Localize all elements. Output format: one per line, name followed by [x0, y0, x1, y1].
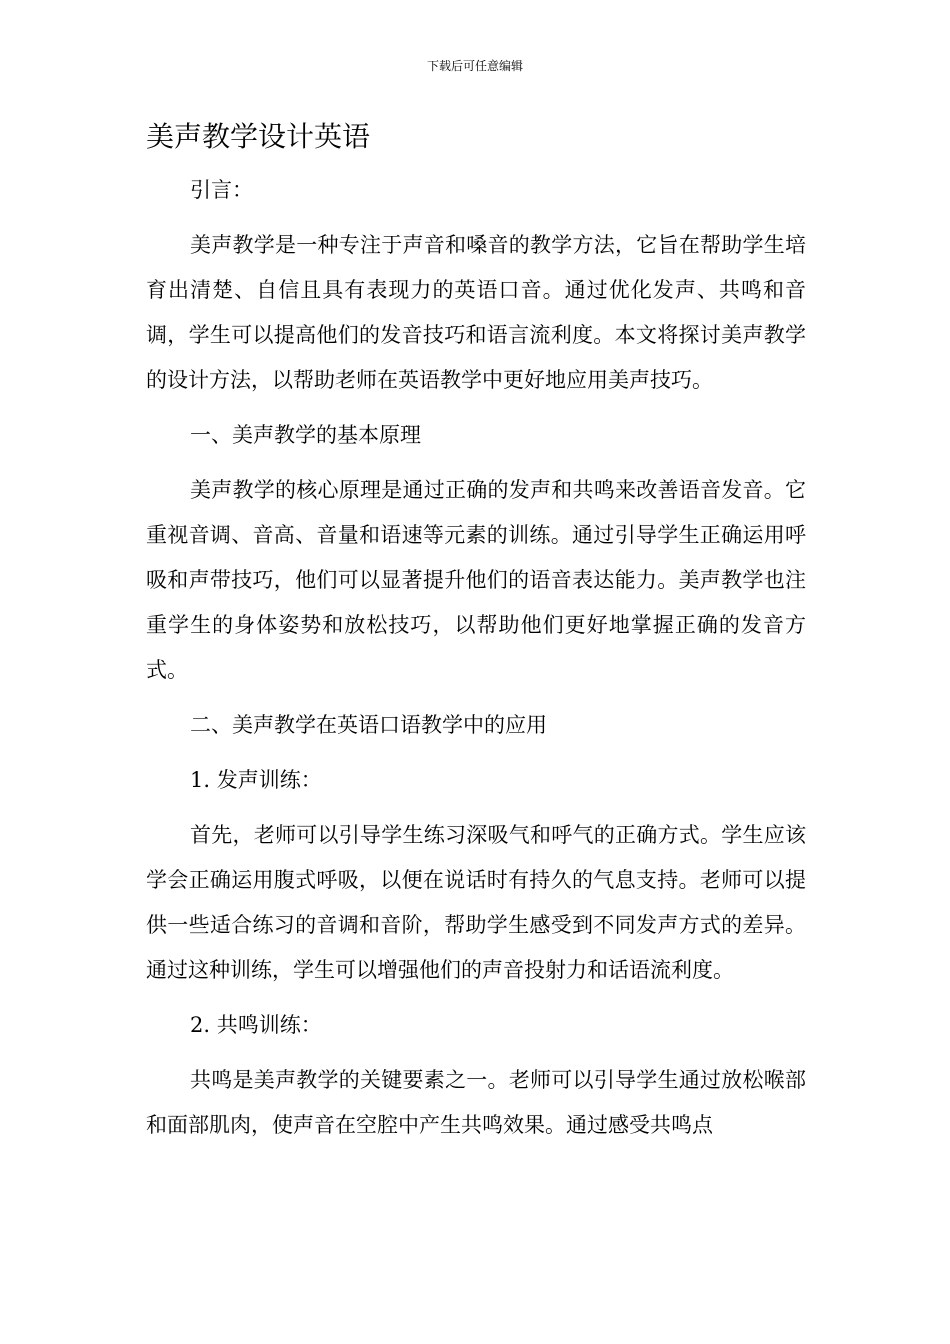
- paragraph-intro: 美声教学是一种专注于声音和嗓音的教学方法，它旨在帮助学生培育出清楚、自信且具有表现力的英语口音。通过优化发声、共鸣和音调，学生可以提高他们的发音技巧和语言流利度。本文将探讨美声教学的设计方法，以帮助老师在英语教学中更好地应用美声技巧。: [146, 233, 806, 392]
- document-title: 美声教学设计英语: [146, 120, 371, 153]
- paragraph-resonance-training: 共鸣是美声教学的关键要素之一。老师可以引导学生通过放松喉部和面部肌肉，使声音在空腔中产生共鸣效果。通过感受共鸣点: [146, 1068, 806, 1137]
- section-heading-1: 一、美声教学的基本原理: [190, 423, 421, 447]
- paragraph-vocal-training: 首先，老师可以引导学生练习深吸气和呼气的正确方式。学生应该学会正确运用腹式呼吸，以便在说话时有持久的气息支持。老师可以提供一些适合练习的音调和音阶，帮助学生感受到不同发声方式的差异。通过这种训练，学生可以增强他们的声音投射力和话语流利度。: [146, 823, 806, 982]
- paragraph-principles: 美声教学的核心原理是通过正确的发声和共鸣来改善语音发音。它重视音调、音高、音量和语速等元素的训练。通过引导学生正确运用呼吸和声带技巧，他们可以显著提升他们的语音表达能力。美声教学也注重学生的身体姿势和放松技巧，以帮助他们更好地掌握正确的发音方式。: [146, 478, 806, 682]
- subheading-vocal-training: 1. 发声训练：: [190, 768, 322, 792]
- subheading-resonance-training: 2. 共鸣训练：: [190, 1013, 322, 1037]
- section-heading-2: 二、美声教学在英语口语教学中的应用: [190, 713, 547, 737]
- document-body: [146, 168, 806, 1158]
- paragraph-intro-label: 引言：: [190, 178, 253, 202]
- page-header-note: 下载后可任意编辑: [426, 59, 523, 73]
